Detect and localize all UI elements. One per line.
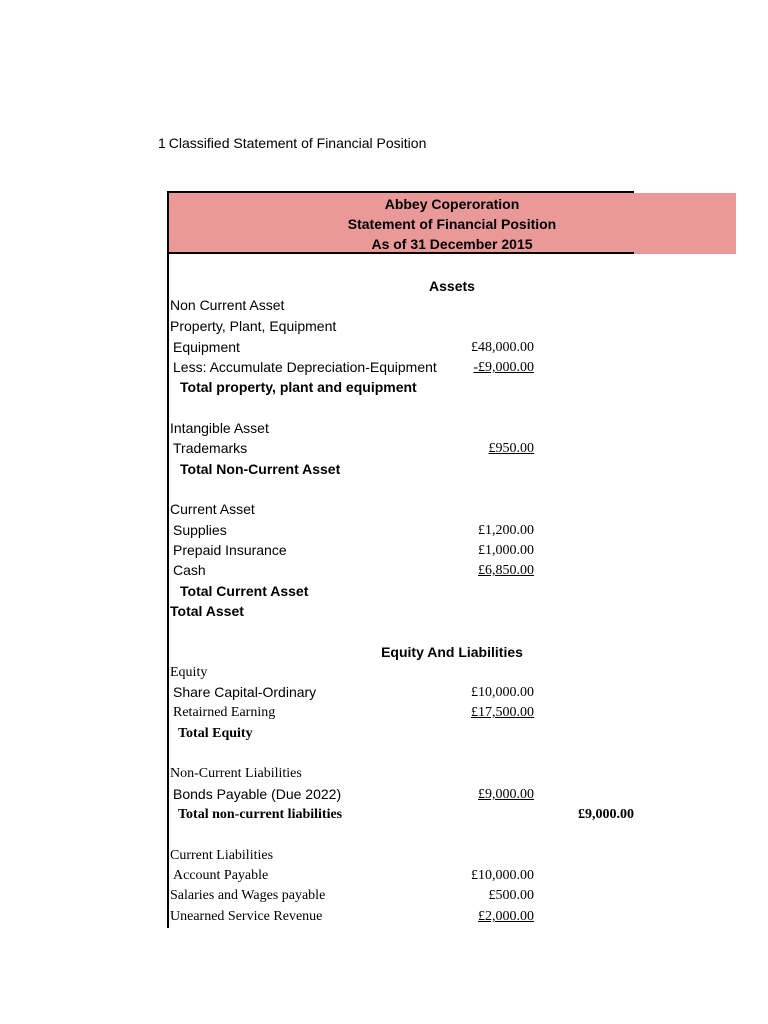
retained-earning-label: Retairned Earning [173,705,276,720]
equipment-label: Equipment [173,339,240,355]
salaries-wages-label: Salaries and Wages payable [170,888,326,903]
total-non-current-liabilities-label: Total non-current liabilities [178,807,343,822]
equity-label: Equity [170,665,208,680]
supplies-value: £1,200.00 [478,523,534,538]
depreciation-label: Less: Accumulate Depreciation-Equipment [173,359,437,375]
non-current-asset-label: Non Current Asset [170,297,285,313]
statement-title: Statement of Financial Position [347,216,557,232]
total-current-asset-label: Total Current Asset [180,583,309,599]
total-ppe-label: Total property, plant and equipment [180,379,417,395]
total-equity-label: Total Equity [178,726,253,741]
retained-earning-value: £17,500.00 [471,705,534,720]
total-non-current-liabilities-value: £9,000.00 [578,807,634,822]
bonds-payable-value: £9,000.00 [478,787,534,802]
unearned-service-revenue-value: £2,000.00 [478,909,534,924]
equity-liabilities-heading: Equity And Liabilities [381,644,523,660]
current-asset-label: Current Asset [170,501,255,517]
trademarks-value: £950.00 [488,441,534,456]
total-asset-label: Total Asset [170,603,244,619]
current-liabilities-label: Current Liabilities [170,848,274,863]
table-left-border [167,254,169,928]
prepaid-insurance-label: Prepaid Insurance [173,542,287,558]
total-non-current-asset-label: Total Non-Current Asset [180,461,341,477]
trademarks-label: Trademarks [173,440,248,456]
statement-date: As of 31 December 2015 [371,236,533,252]
salaries-wages-value: £500.00 [488,888,534,903]
document-title [158,135,426,151]
bonds-payable-label: Bonds Payable (Due 2022) [173,786,342,802]
depreciation-value: -£9,000.00 [473,360,534,375]
assets-heading: Assets [429,278,475,294]
share-capital-value: £10,000.00 [471,685,534,700]
supplies-label: Supplies [173,522,227,538]
intangible-asset-label: Intangible Asset [170,420,269,436]
non-current-liabilities-label: Non-Current Liabilities [170,766,302,781]
account-payable-label: Account Payable [173,868,269,883]
section-number: 1 [158,135,166,151]
section-title: Classified Statement of Financial Position [168,135,427,151]
share-capital-label: Share Capital-Ordinary [173,684,317,700]
ppe-label: Property, Plant, Equipment [170,318,337,334]
cash-value: £6,850.00 [478,563,534,578]
account-payable-value: £10,000.00 [471,868,534,883]
equipment-value: £48,000.00 [471,340,534,355]
cash-label: Cash [173,562,206,578]
prepaid-insurance-value: £1,000.00 [478,543,534,558]
unearned-service-revenue-label: Unearned Service Revenue [170,909,323,924]
company-name: Abbey Coperoration [384,196,520,212]
